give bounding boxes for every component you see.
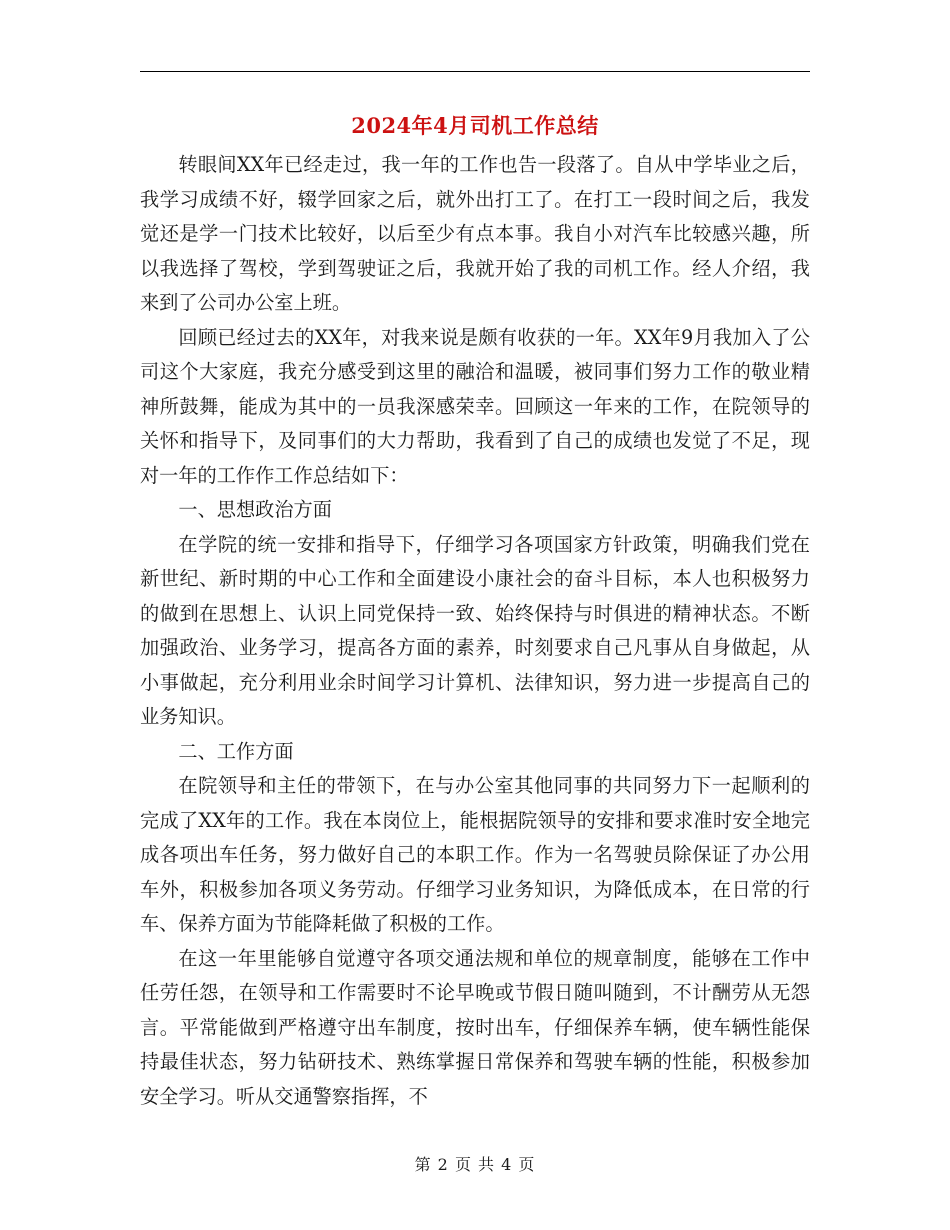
- document-title: 2024年4月司机工作总结: [351, 113, 599, 138]
- paragraph-intro: 转眼间XX年已经走过，我一年的工作也告一段落了。自从中学毕业之后，我学习成绩不好，辍学回家之后，就外出打工了。在打工一段时间之后，我发觉还是学一门技术比较好，以后至少有点本事。我自小对汽车比较感兴趣，所以我选择了驾校，学到驾驶证之后，我就开始了我的司机工作。经人介绍，我来到了公司办公室上班。: [140, 153, 810, 314]
- paragraph-safety: 在这一年里能够自觉遵守各项交通法规和单位的规章制度，能够在工作中任劳任怨，在领导和工作需要时不论早晚或节假日随叫随到，不计酬劳从无怨言。平常能做到严格遵守出车制度，按时出车，仔细保养车辆，使车辆性能保持最佳状态，努力钻研技术、熟练掌握日常保养和驾驶车辆的性能，积极参加安全学习。听从交通警察指挥，不: [140, 946, 810, 1108]
- section-heading-work: 二、工作方面: [178, 739, 294, 763]
- section-heading-politics: 一、思想政治方面: [178, 498, 332, 521]
- paragraph-work: 在院领导和主任的带领下，在与办公室其他同事的共同努力下一起顺利的完成了XX年的工作。我在本岗位上，能根据院领导的安排和要求准时安全地完成各项出车任务，努力做好自己的本职工作。作为一名驾驶员除保证了办公用车外，积极参加各项义务劳动。仔细学习业务知识，为降低成本，在日常的行车、保养方面为节能降耗做了积极的工作。: [140, 774, 810, 935]
- header-rule: [140, 71, 810, 72]
- document-body: [140, 148, 810, 1114]
- paragraph-review: 回顾已经过去的XX年，对我来说是颇有收获的一年。XX年9月我加入了公司这个大家庭，我充分感受到这里的融洽和温暖，被同事们努力工作的敬业精神所鼓舞，能成为其中的一员我深感荣幸。回顾这一年来的工作，在院领导的关怀和指导下，及同事们的大力帮助，我看到了自己的成绩也发觉了不足，现对一年的工作作工作总结如下：: [140, 325, 810, 487]
- paragraph-politics: 在学院的统一安排和指导下，仔细学习各项国家方针政策，明确我们党在新世纪、新时期的中心工作和全面建设小康社会的奋斗目标，本人也积极努力的做到在思想上、认识上同党保持一致、始终保持与时俱进的精神状态。不断加强政治、业务学习，提高各方面的素养，时刻要求自己凡事从自身做起，从小事做起，充分利用业余时间学习计算机、法律知识，努力进一步提高自己的业务知识。: [140, 532, 810, 728]
- page-number: 第 2 页 共 4 页: [414, 1155, 536, 1174]
